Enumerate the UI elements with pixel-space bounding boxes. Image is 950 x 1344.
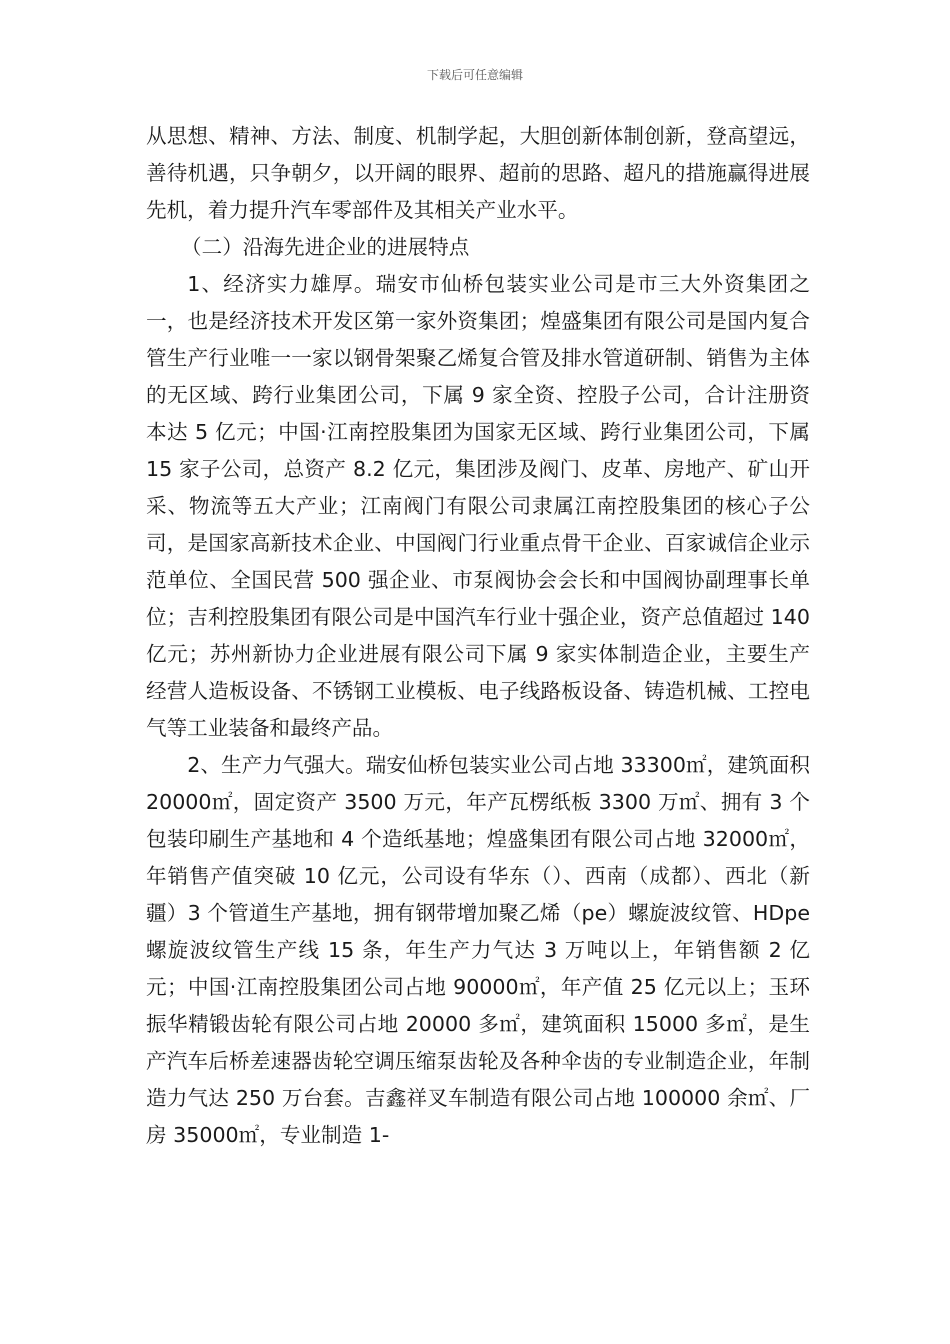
paragraph-economic-strength: 1、经济实力雄厚。瑞安市仙桥包装实业公司是市三大外资集团之一，也是经济技术开发区第一家外资集团；煌盛集团有限公司是国内复合管生产行业唯一一家以钢骨架聚乙烯复合管及排水管道研制、销售为主体的无区域、跨行业集团公司，下属 9 家全资、控股子公司，合计注册资本达 5 亿元；中国·江南控股集团为国家无区域、跨行业集团公司，下属 15 家子公司，总资产 8.2 亿元，集团涉及阀门、皮革、房地产、矿山开采、物流等五大产业；江南阀门有限公司隶属江南控股集团的核心子公司，是国家高新技术企业、中国阀门行业重点骨干企业、百家诚信企业示范单位、全国民营 500 强企业、市泵阀协会会长和中国阀协副理事长单位；吉利控股集团有限公司是中国汽车行业十强企业，资产总值超过 140 亿元；苏州新协力企业进展有限公司下属 9 家实体制造企业，主要生产经营人造板设备、不锈钢工业模板、电子线路板设备、铸造机械、工控电气等工业装备和最终产品。 <box>146 272 810 740</box>
paragraph-continued: 从思想、精神、方法、制度、机制学起，大胆创新体制创新，登高望远，善待机遇，只争朝夕，以开阔的眼界、超前的思路、超凡的措施赢得进展先机，着力提升汽车零部件及其相关产业水平。 <box>146 124 810 222</box>
page-header-note: 下载后可任意编辑 <box>426 68 523 82</box>
paragraph-production-capacity: 2、生产力气强大。瑞安仙桥包装实业公司占地 33300㎡，建筑面积 20000㎡，固定资产 3500 万元，年产瓦楞纸板 3300 万㎡、拥有 3 个包装印刷生产基地和 4 个造纸基地；煌盛集团有限公司占地 32000㎡，年销售产值突破 10 亿元，公司设有华东（）、西南（成都）、西北（新疆）3 个管道生产基地，拥有钢带增加聚乙烯（pe）螺旋波纹管、HDpe 螺旋波纹管生产线 15 条，年生产力气达 3 万吨以上，年销售额 2 亿元；中国·江南控股集团公司占地 90000㎡，年产值 25 亿元以上；玉环振华精锻齿轮有限公司占地 20000 多㎡，建筑面积 15000 多㎡，是生产汽车后桥差速器齿轮空调压缩泵齿轮及各种伞齿的专业制造企业，年制造力气达 250 万台套。吉鑫祥叉车制造有限公司占地 100000 余㎡、厂房 35000㎡，专业制造 1- <box>146 753 810 1147</box>
section-heading: （二）沿海先进企业的进展特点 <box>181 235 470 259</box>
document-body <box>146 118 810 1154</box>
